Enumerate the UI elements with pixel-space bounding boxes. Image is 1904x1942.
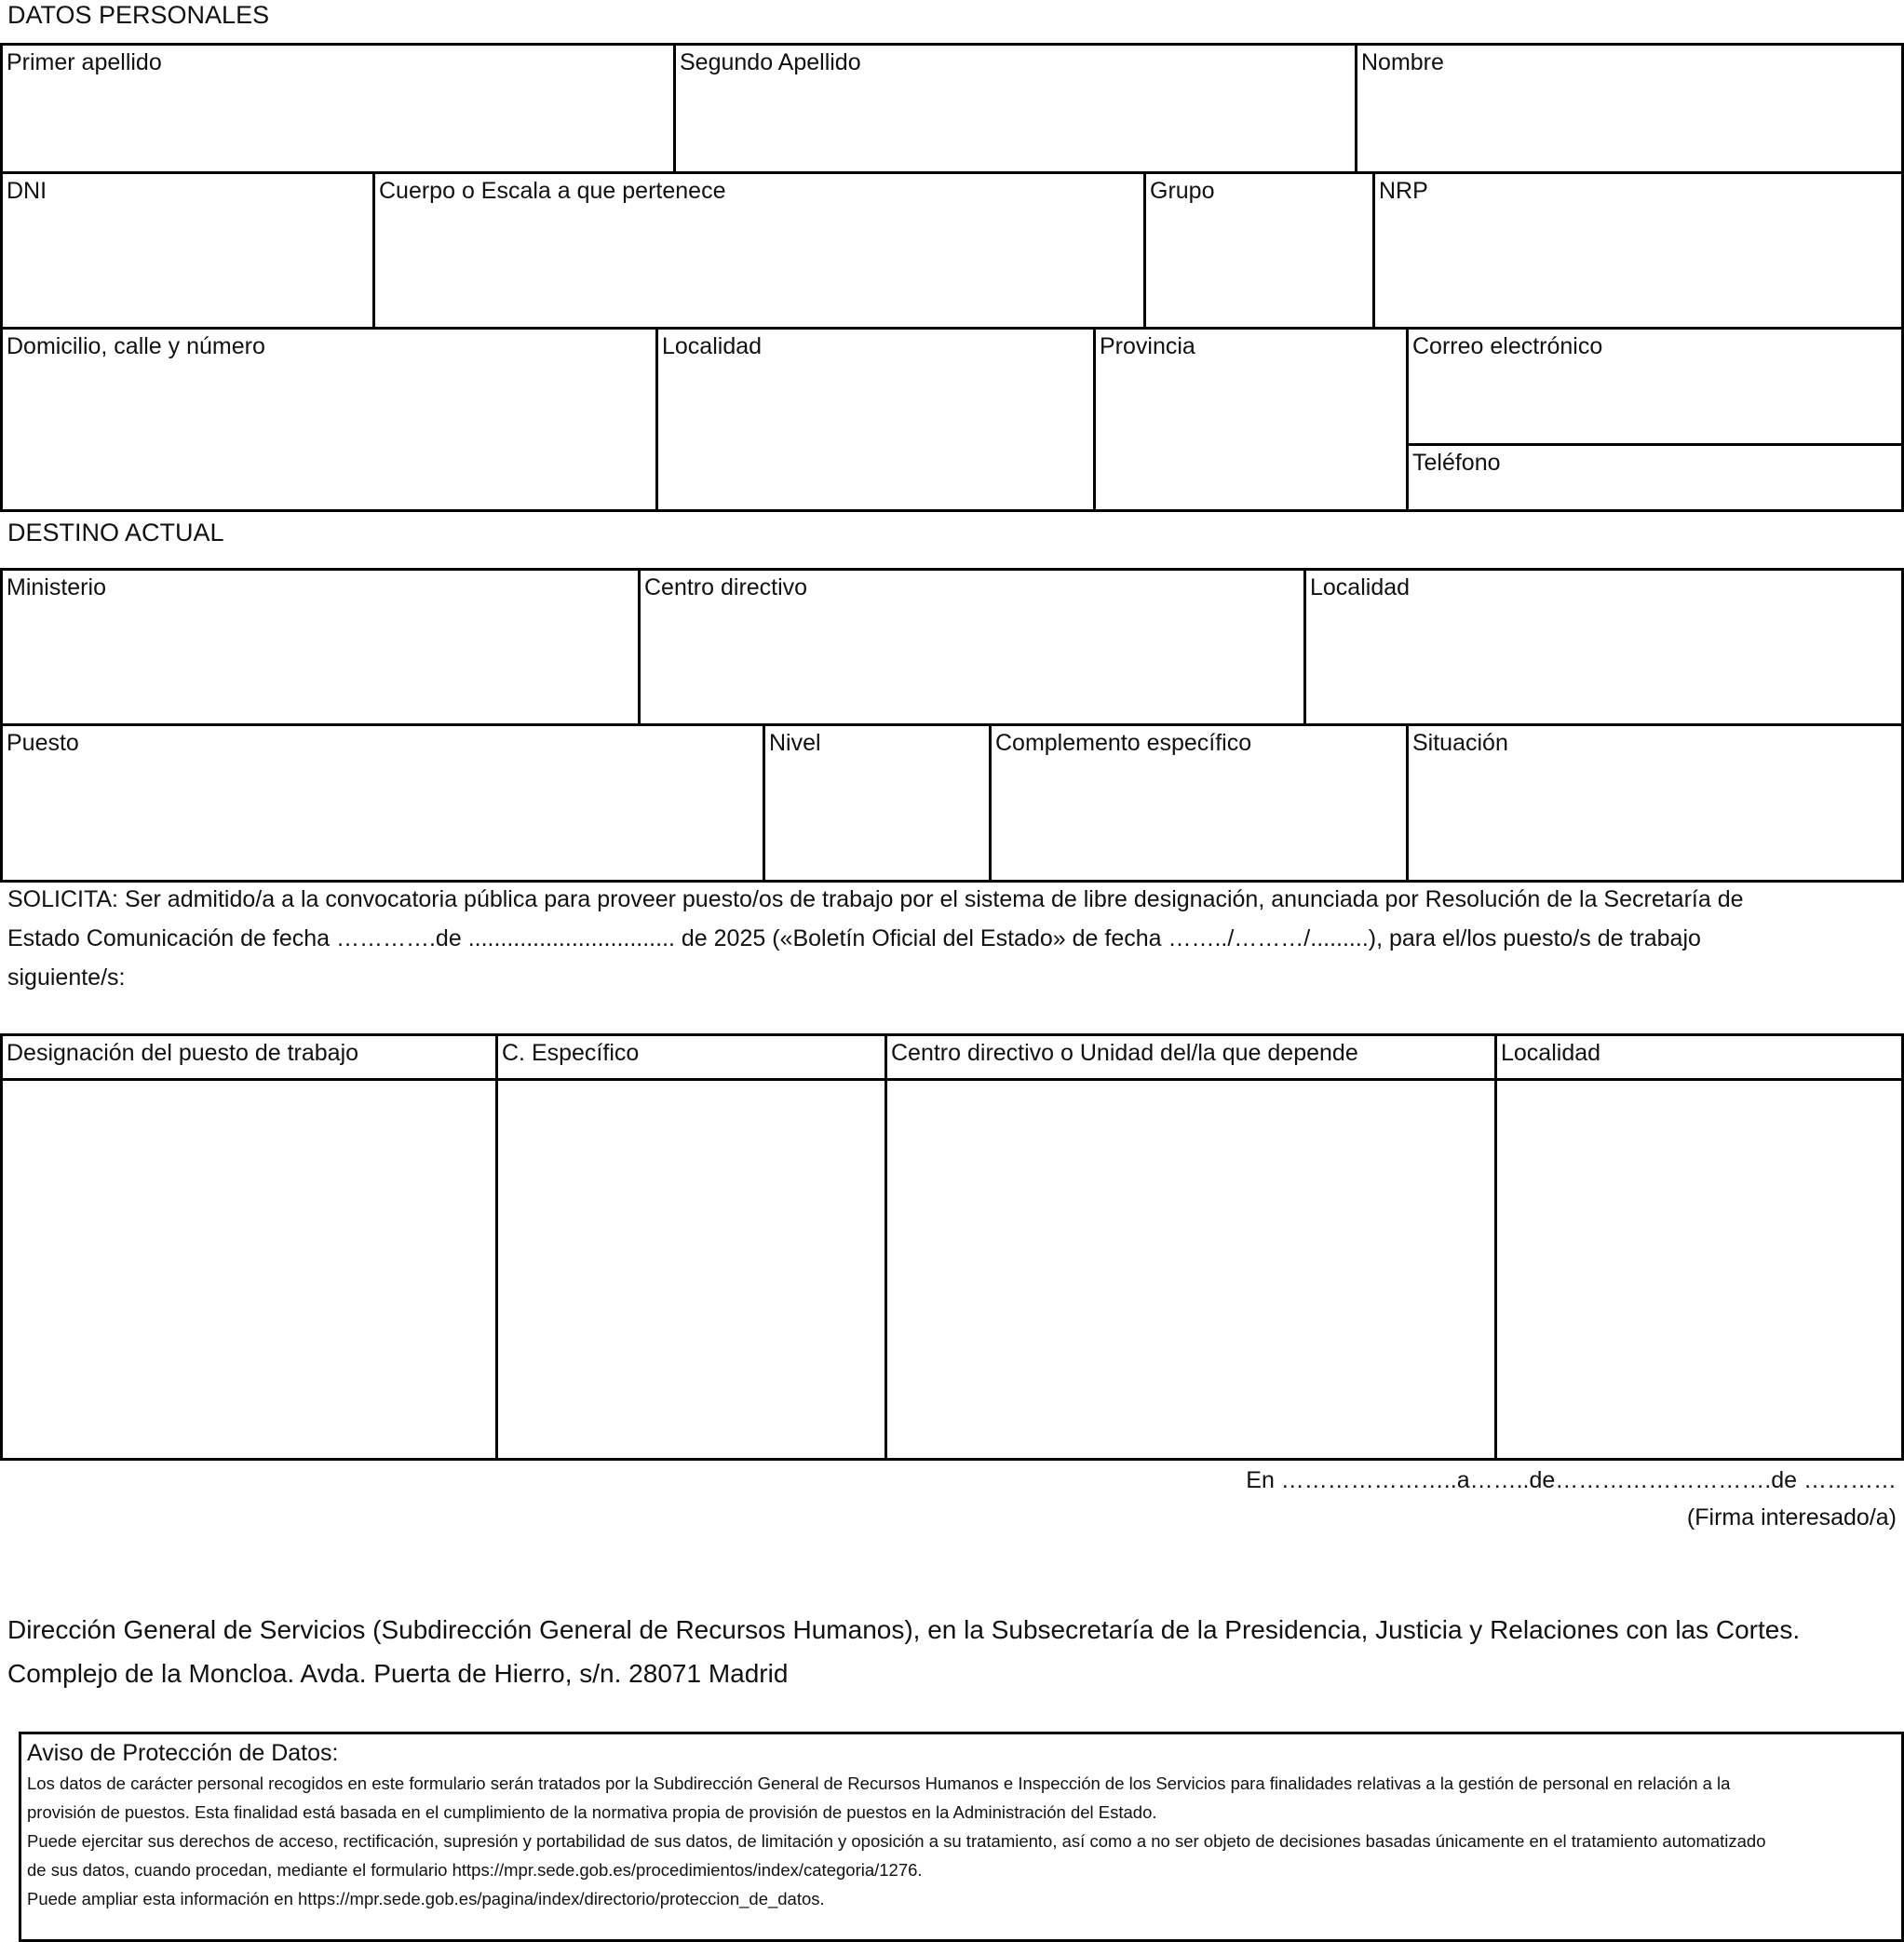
direccion-block [7, 1608, 1800, 1695]
aviso-line: provisión de puestos. Esta finalidad está basada en el cumplimiento de la normativa propia de provisión de puestos en la Administración del Estado. [27, 1802, 1157, 1822]
label-puesto: Puesto [7, 730, 79, 756]
table-cell-localidad[interactable] [1494, 1078, 1904, 1460]
destino-actual-grid [0, 568, 1904, 883]
table-header-designacion [0, 1033, 497, 1080]
label-segundo-apellido: Segundo Apellido [680, 49, 861, 75]
field-provincia[interactable] [1093, 327, 1408, 511]
field-puesto[interactable] [0, 723, 764, 882]
aviso-proteccion-datos [19, 1732, 1904, 1942]
firma-place-date: En …………………..a……..de……………………….de ………… [1246, 1467, 1897, 1493]
header-label-c-especifico: C. Específico [502, 1040, 640, 1066]
header-label-localidad: Localidad [1501, 1040, 1601, 1066]
label-localidad-destino: Localidad [1310, 574, 1411, 600]
field-telefono[interactable] [1406, 443, 1904, 511]
label-nombre: Nombre [1361, 49, 1444, 75]
label-correo: Correo electrónico [1412, 333, 1603, 359]
field-situacion[interactable] [1406, 723, 1904, 882]
table-header-c-especifico [495, 1033, 886, 1080]
direccion-line-1: Dirección General de Servicios (Subdirección General de Recursos Humanos), en la Subsecretaría de la Presidencia, Justicia y Relaciones con las Cortes. [7, 1615, 1801, 1644]
header-label-centro-directivo: Centro directivo o Unidad del/la que depende [891, 1040, 1358, 1066]
aviso-line: de sus datos, cuando procedan, mediante el formulario https://mpr.sede.gob.es/procedimientos/index/categoria/1276. [27, 1860, 923, 1880]
label-telefono: Teléfono [1412, 450, 1501, 476]
header-label-designacion: Designación del puesto de trabajo [7, 1040, 359, 1066]
section-title-datos-personales: DATOS PERSONALES [7, 1, 270, 29]
field-nrp[interactable] [1372, 171, 1904, 329]
label-nivel: Nivel [769, 730, 821, 756]
field-nombre[interactable] [1355, 43, 1904, 173]
solicita-line-1: SOLICITA: Ser admitido/a a la convocatoria pública para proveer puesto/os de trabajo por el sistema de libre designación, anunciada por Resolución de la Secretaría de [7, 886, 1744, 912]
field-localidad-personal[interactable] [655, 327, 1095, 511]
solicita-line-3: siguiente/s: [7, 964, 126, 991]
label-localidad-personal: Localidad [662, 333, 763, 359]
label-ministerio: Ministerio [7, 574, 106, 600]
field-segundo-apellido[interactable] [673, 43, 1357, 173]
solicita-line-2: Estado Comunicación de fecha ………….de ................................ de 2025 («Boletín Oficial del Estado» de fecha ……../………/.........), para el/los puesto/s de trabajo [7, 925, 1701, 951]
field-domicilio[interactable] [0, 327, 657, 511]
table-header-centro-directivo [884, 1033, 1496, 1080]
table-header-localidad [1494, 1033, 1904, 1080]
field-primer-apellido[interactable] [0, 43, 675, 173]
section-title-destino-actual: DESTINO ACTUAL [7, 519, 224, 546]
aviso-title: Aviso de Protección de Datos: [27, 1740, 339, 1766]
field-cuerpo-escala[interactable] [372, 171, 1145, 329]
label-nrp: NRP [1379, 178, 1428, 204]
label-cuerpo-escala: Cuerpo o Escala a que pertenece [379, 178, 726, 204]
field-grupo[interactable] [1143, 171, 1374, 329]
field-dni[interactable] [0, 171, 374, 329]
solicita-paragraph [7, 880, 1897, 997]
aviso-line: Puede ampliar esta información en https://mpr.sede.gob.es/pagina/index/directorio/proteccion_de_datos. [27, 1889, 825, 1908]
field-correo[interactable] [1406, 327, 1904, 445]
label-dni: DNI [7, 178, 47, 204]
field-centro-directivo[interactable] [638, 568, 1305, 725]
puestos-table [0, 1033, 1904, 1461]
label-primer-apellido: Primer apellido [7, 49, 162, 75]
label-grupo: Grupo [1150, 178, 1215, 204]
label-provincia: Provincia [1100, 333, 1195, 359]
firma-block [1246, 1462, 1897, 1536]
field-complemento-especifico[interactable] [989, 723, 1408, 882]
label-centro-directivo: Centro directivo [644, 574, 808, 600]
table-cell-designacion[interactable] [0, 1078, 497, 1460]
field-nivel[interactable] [763, 723, 991, 882]
aviso-line: Puede ejercitar sus derechos de acceso, rectificación, supresión y portabilidad de sus datos, de limitación y oposición a su tratamiento, así como a no ser objeto de decisiones basadas únicamente en el tratamiento automatizado [27, 1831, 1766, 1851]
table-cell-c-especifico[interactable] [495, 1078, 886, 1460]
label-domicilio: Domicilio, calle y número [7, 333, 265, 359]
field-ministerio[interactable] [0, 568, 640, 725]
label-complemento-especifico: Complemento específico [995, 730, 1252, 756]
firma-label: (Firma interesado/a) [1686, 1504, 1897, 1531]
field-localidad-destino[interactable] [1303, 568, 1904, 725]
table-cell-centro-directivo[interactable] [884, 1078, 1496, 1460]
datos-personales-grid [0, 43, 1904, 512]
direccion-line-2: Complejo de la Moncloa. Avda. Puerta de Hierro, s/n. 28071 Madrid [7, 1659, 789, 1688]
label-situacion: Situación [1412, 730, 1508, 756]
aviso-line: Los datos de carácter personal recogidos en este formulario serán tratados por la Subdirección General de Recursos Humanos e Inspección de los Servicios para finalidades relativas a la gestión de personal en relación a la [27, 1773, 1731, 1793]
